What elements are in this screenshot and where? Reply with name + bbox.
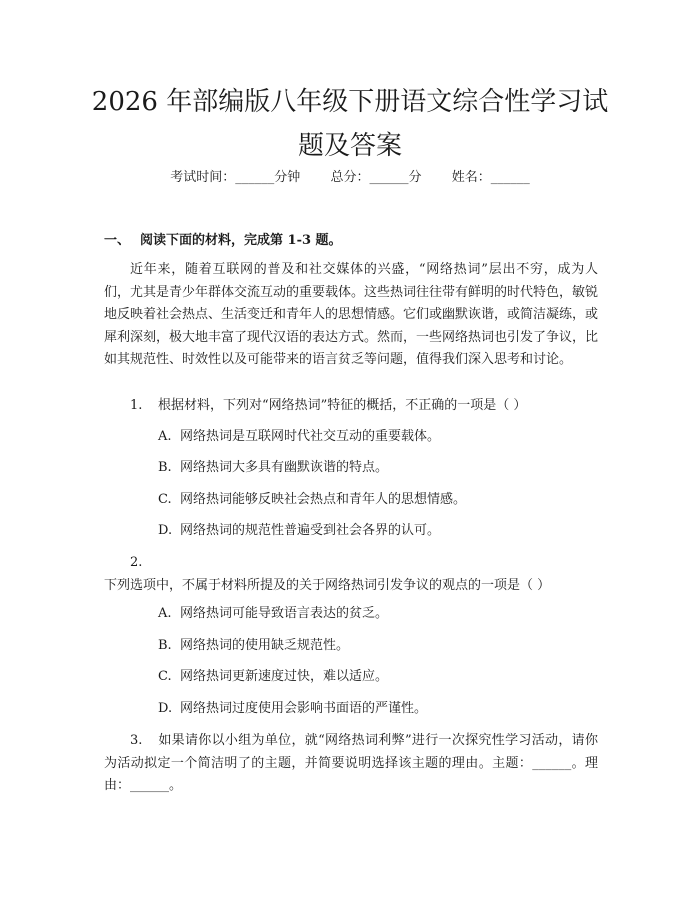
question-1-option-d bbox=[158, 521, 440, 541]
option-text: 网络热词更新速度过快，难以适应。 bbox=[180, 669, 389, 684]
option-letter: D. bbox=[158, 523, 173, 538]
question-2-option-b bbox=[158, 636, 349, 656]
option-text: 网络热词可能导致语言表达的贫乏。 bbox=[180, 606, 389, 621]
option-text: 网络热词能够反映社会热点和青年人的思想情感。 bbox=[180, 492, 467, 507]
reading-passage: 近年来，随着互联网的普及和社交媒体的兴盛，“网络热词”层出不穷，成为人们，尤其是青少年群体交流互动的重要载体。这些热词往往带有鲜明的时代特色，敏锐地反映着社会热点、生活变迁和青年人的思想情感。它们或幽默诙谐，或简洁凝练，或犀利深刻，极大地丰富了现代汉语的表达方式。然而，一些网络热词也引发了争议，比如其规范性、时效性以及可能带来的语言贫乏等问题，值得我们深入思考和讨论。 bbox=[104, 262, 599, 367]
question-1-option-b bbox=[158, 458, 388, 478]
option-text: 网络热词是互联网时代社交互动的重要载体。 bbox=[180, 429, 441, 444]
question-3 bbox=[104, 730, 598, 798]
option-letter: C. bbox=[158, 669, 172, 684]
question-stem: 根据材料，下列对“网络热词”特征的概括，不正确的一项是（ ） bbox=[158, 398, 527, 413]
question-1-option-c bbox=[158, 490, 466, 510]
question-1 bbox=[104, 395, 598, 418]
total-score-field: 总分：______分 bbox=[330, 170, 422, 185]
question-number: 3. bbox=[130, 733, 143, 748]
option-letter: A. bbox=[158, 606, 172, 621]
question-2 bbox=[104, 552, 598, 597]
exam-meta bbox=[0, 168, 700, 188]
option-text: 网络热词的规范性普遍受到社会各界的认可。 bbox=[180, 523, 441, 538]
question-2-option-c bbox=[158, 667, 388, 687]
option-letter: C. bbox=[158, 492, 172, 507]
question-1-option-a bbox=[158, 427, 440, 447]
section-heading bbox=[104, 231, 342, 251]
section-number: 一、 bbox=[104, 233, 131, 248]
section-instruction: 阅读下面的材料，完成第 1-3 题。 bbox=[140, 233, 342, 248]
question-2-option-a bbox=[158, 604, 388, 624]
option-letter: B. bbox=[158, 460, 172, 475]
student-name-field: 姓名：______ bbox=[451, 170, 530, 185]
question-number: 2. bbox=[130, 555, 143, 570]
option-letter: A. bbox=[158, 429, 172, 444]
page-title: 2026 年部编版八年级下册语文综合性学习试题及答案 bbox=[91, 87, 609, 161]
option-text: 网络热词过度使用会影响书面语的严谨性。 bbox=[180, 701, 428, 716]
option-letter: D. bbox=[158, 701, 173, 716]
option-letter: B. bbox=[158, 638, 172, 653]
exam-time-field: 考试时间：______分钟 bbox=[170, 170, 301, 185]
question-2-option-d bbox=[158, 699, 427, 719]
question-stem: 如果请你以小组为单位，就“网络热词利弊”进行一次探究性学习活动，请你为活动拟定一个简洁明了的主题，并简要说明选择该主题的理由。主题：______。理由：______。 bbox=[104, 733, 598, 793]
question-number: 1. bbox=[130, 398, 143, 413]
option-text: 网络热词大多具有幽默诙谐的特点。 bbox=[180, 460, 389, 475]
option-text: 网络热词的使用缺乏规范性。 bbox=[180, 638, 350, 653]
question-stem: 下列选项中，不属于材料所提及的关于网络热词引发争议的观点的一项是（ ） bbox=[104, 577, 551, 593]
